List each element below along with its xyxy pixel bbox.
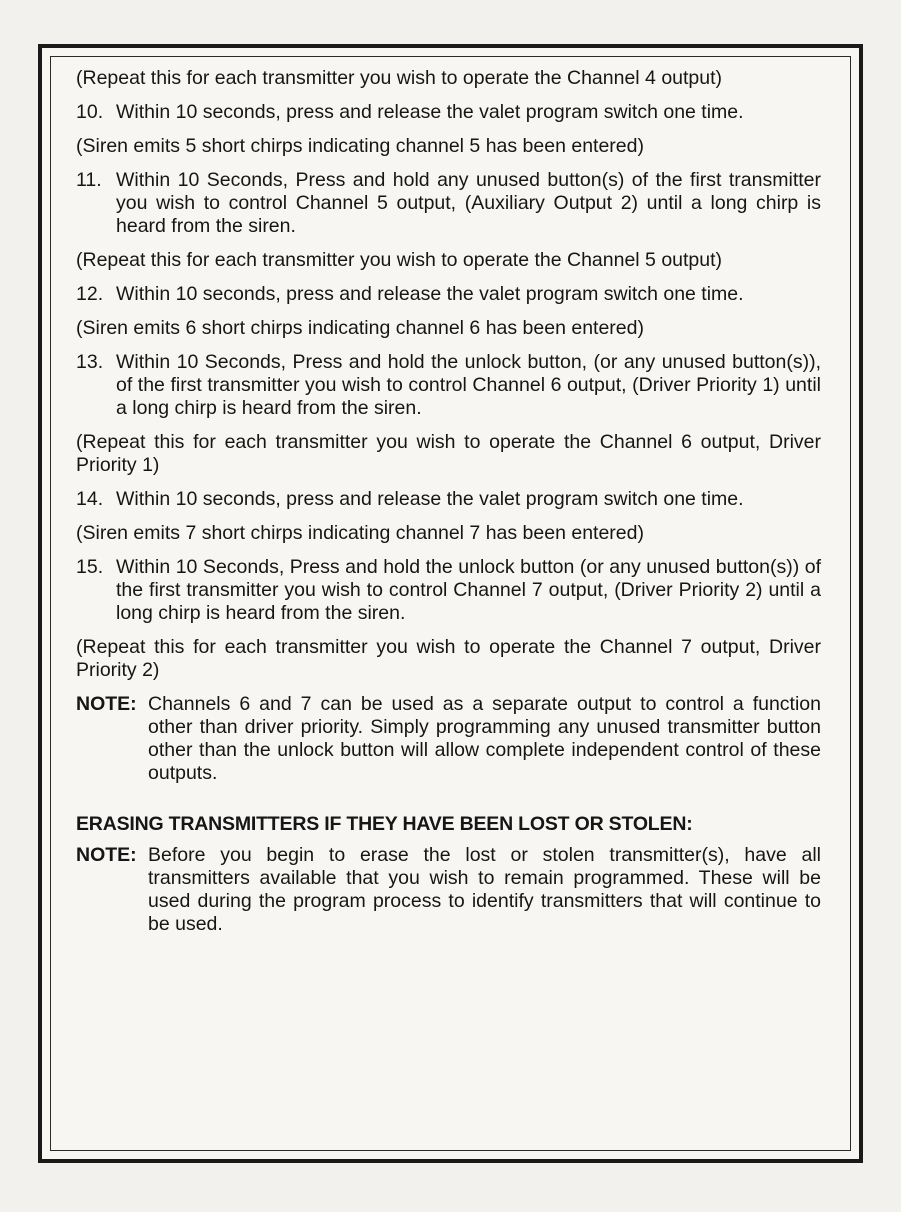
note-label: NOTE: — [76, 844, 137, 866]
step-number: 14. — [76, 488, 104, 510]
repeat-note-channel-5: (Repeat this for each transmitter you wish to operate the Channel 5 output) — [76, 249, 723, 271]
section-heading: ERASING TRANSMITTERS IF THEY HAVE BEEN LOST OR STOLEN: — [76, 813, 693, 835]
note-erasing-transmitters — [76, 844, 821, 936]
step-14 — [76, 488, 821, 511]
step-11 — [76, 169, 821, 238]
siren-note-channel-6: (Siren emits 6 short chirps indicating channel 6 has been entered) — [76, 317, 644, 339]
repeat-note-channel-4: (Repeat this for each transmitter you wish to operate the Channel 4 output) — [76, 67, 723, 89]
step-text: Within 10 seconds, press and release the valet program switch one time. — [116, 101, 744, 123]
step-number: 13. — [76, 351, 104, 373]
step-number: 11. — [76, 169, 102, 191]
siren-note-channel-5: (Siren emits 5 short chirps indicating channel 5 has been entered) — [76, 135, 644, 157]
step-13 — [76, 351, 821, 420]
note-channels-6-7 — [76, 693, 821, 785]
note-text: Before you begin to erase the lost or stolen transmitter(s), have all transmitters available that you wish to remain programmed. These will be used during the program process to identify transmitters that will continue to be used. — [148, 844, 821, 935]
step-number: 15. — [76, 556, 104, 578]
step-text: Within 10 Seconds, Press and hold the unlock button (or any unused button(s)) of the first transmitter you wish to control Channel 7 output, (Driver Priority 2) until a long chirp is heard from the siren. — [116, 556, 821, 624]
repeat-note-channel-7: (Repeat this for each transmitter you wish to operate the Channel 7 output, Driver Priority 2) — [76, 636, 821, 681]
note-label: NOTE: — [76, 693, 137, 715]
note-text: Channels 6 and 7 can be used as a separate output to control a function other than driver priority. Simply programming any unused transmitter button other than the unlock button will allow complete independent control of these outputs. — [148, 693, 821, 784]
step-number: 12. — [76, 283, 104, 305]
step-12 — [76, 283, 821, 306]
page-frame — [38, 44, 863, 1163]
step-15 — [76, 556, 821, 625]
repeat-note-channel-6: (Repeat this for each transmitter you wish to operate the Channel 6 output, Driver Priority 1) — [76, 431, 821, 476]
step-text: Within 10 seconds, press and release the valet program switch one time. — [116, 283, 744, 305]
step-text: Within 10 seconds, press and release the valet program switch one time. — [116, 488, 744, 510]
step-text: Within 10 Seconds, Press and hold the unlock button, (or any unused button(s)), of the first transmitter you wish to control Channel 6 output, (Driver Priority 1) until a long chirp is heard from the siren. — [116, 351, 821, 419]
siren-note-channel-7: (Siren emits 7 short chirps indicating channel 7 has been entered) — [76, 522, 644, 544]
step-number: 10. — [76, 101, 104, 123]
instructions-content — [76, 67, 821, 947]
step-text: Within 10 Seconds, Press and hold any unused button(s) of the first transmitter you wish to control Channel 5 output, (Auxiliary Output 2) until a long chirp is heard from the siren. — [116, 169, 821, 237]
step-10 — [76, 101, 821, 124]
